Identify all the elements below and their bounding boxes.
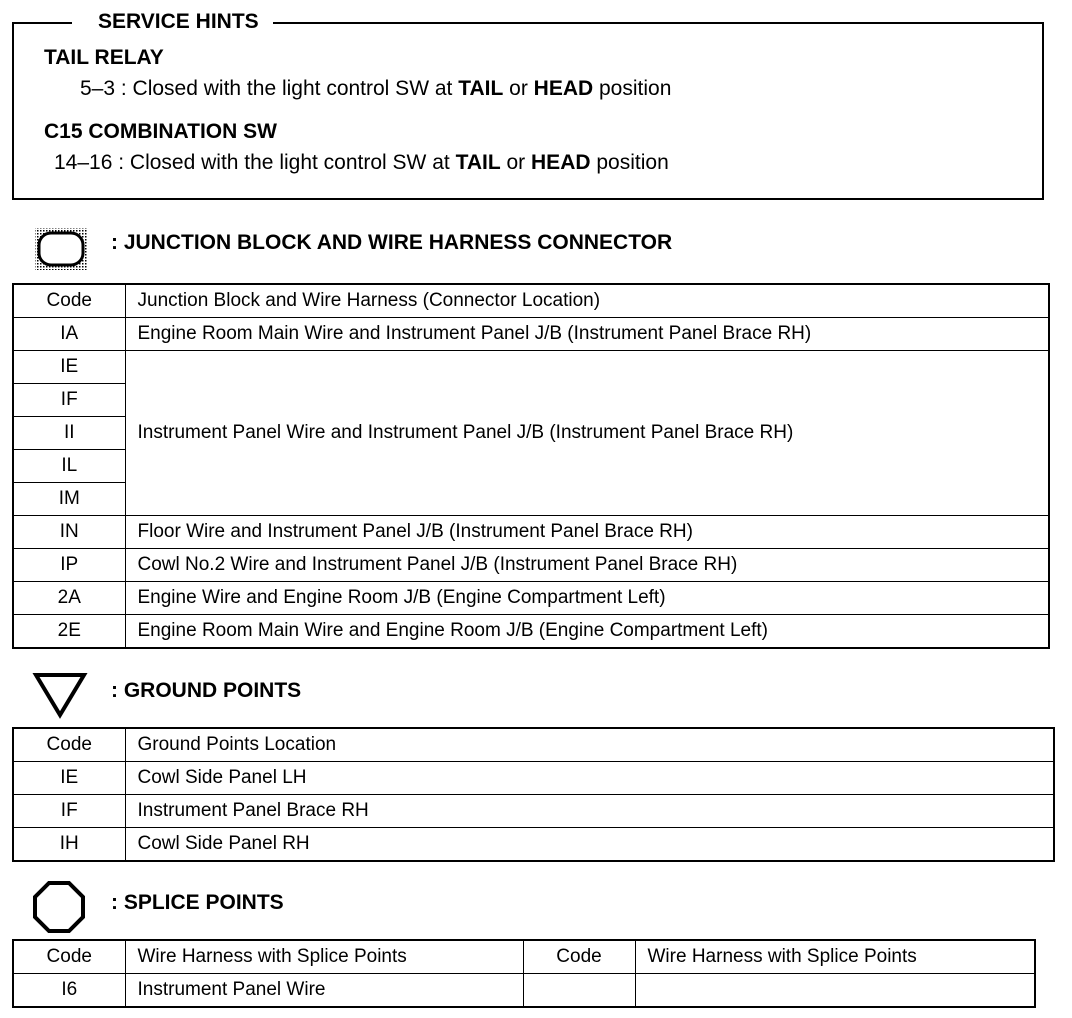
cell-code: IE [13, 351, 125, 384]
ground-triangle-icon [32, 670, 88, 720]
header-desc: Junction Block and Wire Harness (Connector Location) [125, 284, 1049, 318]
cell-code: IE [13, 762, 125, 795]
header-desc: Wire Harness with Splice Points [125, 940, 523, 974]
table-row [13, 351, 1049, 384]
hint-bold: HEAD [533, 77, 594, 100]
header-code: Code [13, 284, 125, 318]
header-desc: Wire Harness with Splice Points [635, 940, 1035, 974]
hint-text: : Closed with the light control SW at [112, 151, 456, 174]
cell-code: 2A [13, 582, 125, 615]
cell-code: IH [13, 828, 125, 862]
hint-text: : Closed with the light control SW at [115, 77, 459, 100]
splice-section-title: : SPLICE POINTS [111, 891, 284, 914]
header-code: Code [13, 940, 125, 974]
table-row [13, 582, 1049, 615]
table-row [13, 974, 1035, 1008]
table-row [13, 828, 1054, 862]
hint-pins: 5–3 [80, 77, 116, 100]
cell-code: I6 [13, 974, 125, 1008]
cell-desc: Cowl No.2 Wire and Instrument Panel J/B (Instrument Panel Brace RH) [125, 549, 1049, 582]
ground-section-title: : GROUND POINTS [111, 679, 302, 702]
service-hints-title: SERVICE HINTS [72, 8, 273, 36]
cell-desc: Instrument Panel Wire [125, 974, 523, 1008]
cell-desc: Engine Wire and Engine Room J/B (Engine Compartment Left) [125, 582, 1049, 615]
hint-pins: 14–16 [54, 151, 113, 174]
cell-desc: Floor Wire and Instrument Panel J/B (Instrument Panel Brace RH) [125, 516, 1049, 549]
cell-desc: Cowl Side Panel RH [125, 828, 1054, 862]
table-row [13, 615, 1049, 649]
hint-text: or [503, 77, 534, 100]
junction-table [12, 283, 1050, 649]
hint-bold: TAIL [458, 77, 504, 100]
cell-code [523, 974, 635, 1008]
hint-bold: TAIL [455, 151, 501, 174]
splice-octagon-icon [32, 880, 86, 934]
hint-text: position [593, 77, 672, 100]
table-row [13, 549, 1049, 582]
ground-table [12, 727, 1055, 862]
cell-code: IA [13, 318, 125, 351]
cell-code: IL [13, 450, 125, 483]
cell-code: II [13, 417, 125, 450]
junction-connector-icon [34, 227, 88, 271]
cell-code: IP [13, 549, 125, 582]
hint-group-title: TAIL RELAY [44, 46, 164, 69]
hint-line [54, 149, 669, 177]
hint-text: or [500, 151, 532, 174]
table-header-row [13, 728, 1054, 762]
cell-desc: Engine Room Main Wire and Engine Room J/B (Engine Compartment Left) [125, 615, 1049, 649]
cell-code: IF [13, 795, 125, 828]
splice-table [12, 939, 1036, 1008]
table-header-row [13, 940, 1035, 974]
cell-code: IM [13, 483, 125, 516]
cell-code: IN [13, 516, 125, 549]
cell-code: IF [13, 384, 125, 417]
cell-desc: Instrument Panel Brace RH [125, 795, 1054, 828]
header-code: Code [13, 728, 125, 762]
table-header-row [13, 284, 1049, 318]
header-desc: Ground Points Location [125, 728, 1054, 762]
table-row [13, 762, 1054, 795]
hint-group-title: C15 COMBINATION SW [44, 120, 277, 143]
cell-desc: Engine Room Main Wire and Instrument Panel J/B (Instrument Panel Brace RH) [125, 318, 1049, 351]
cell-desc [635, 974, 1035, 1008]
cell-desc-merged: Instrument Panel Wire and Instrument Panel J/B (Instrument Panel Brace RH) [125, 351, 1049, 516]
hint-text: position [590, 151, 669, 174]
header-code: Code [523, 940, 635, 974]
cell-desc: Cowl Side Panel LH [125, 762, 1054, 795]
table-row [13, 795, 1054, 828]
table-row [13, 516, 1049, 549]
hint-line [80, 75, 671, 103]
hint-bold: HEAD [531, 151, 591, 174]
cell-code: 2E [13, 615, 125, 649]
junction-section-title: : JUNCTION BLOCK AND WIRE HARNESS CONNECTOR [111, 231, 673, 254]
table-row [13, 318, 1049, 351]
